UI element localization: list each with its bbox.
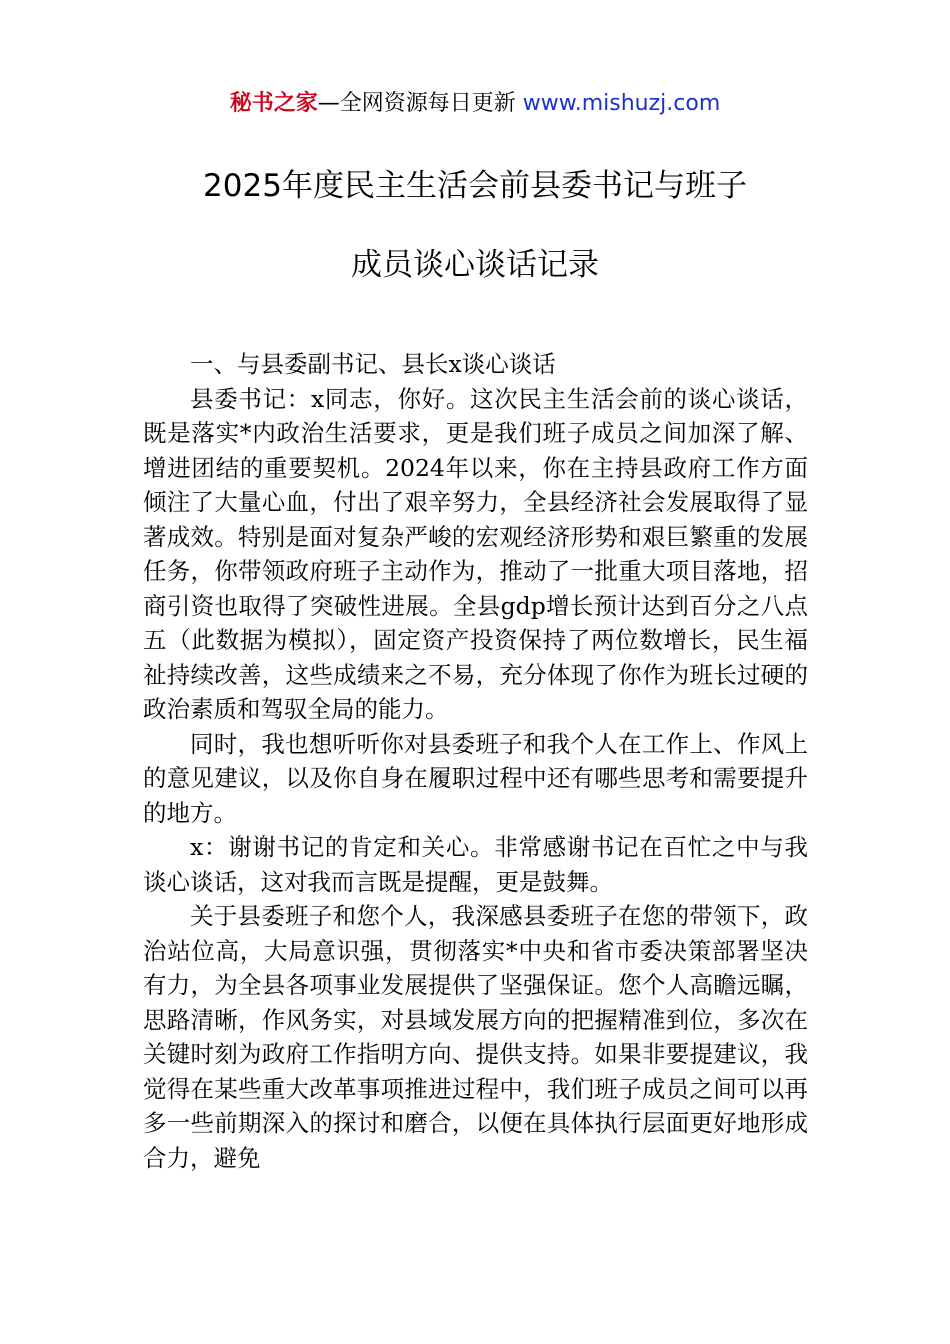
body-paragraph: 同时，我也想听听你对县委班子和我个人在工作上、作风上的意见建议，以及你自身在履职过程中还有哪些思考和需要提升的地方。 — [143, 729, 808, 827]
site-tagline: —全网资源每日更新 — [317, 91, 523, 116]
site-url-link[interactable]: www.mishuzj.com — [522, 91, 721, 116]
body-paragraph: 县委书记：x同志，你好。这次民主生活会前的谈心谈话，既是落实*内政治生活要求，更是我们班子成员之间加深了解、增进团结的重要契机。2024年以来，你在主持县政府工作方面倾注了大量心血，付出了艰辛努力，全县经济社会发展取得了显著成效。特别是面对复杂严峻的宏观经济形势和艰巨繁重的发展任务，你带领政府班子主动作为，推动了一批重大项目落地，招商引资也取得了突破性进展。全县gdp增长预计达到百分之八点五（此数据为模拟），固定资产投资保持了两位数增长，民生福祉持续改善，这些成绩来之不易，充分体现了你作为班长过硬的政治素质和驾驭全局的能力。 — [143, 384, 808, 723]
site-brand: 秘书之家 — [229, 91, 318, 116]
section-heading: 一、与县委副书记、县长x谈心谈话 — [190, 350, 556, 378]
site-header — [0, 86, 950, 122]
body-paragraph: x：谢谢书记的肯定和关心。非常感谢书记在百忙之中与我谈心谈话，这对我而言既是提醒，更是鼓舞。 — [143, 833, 808, 896]
body-paragraph: 关于县委班子和您个人，我深感县委班子在您的带领下，政治站位高，大局意识强，贯彻落实*中央和省市委决策部署坚决有力，为全县各项事业发展提供了坚强保证。您个人高瞻远瞩，思路清晰，作风务实，对县域发展方向的把握精准到位，多次在关键时刻为政府工作指明方向、提供支持。如果非要提建议，我觉得在某些重大改革事项推进过程中，我们班子成员之间可以再多一些前期深入的探讨和磨合，以便在具体执行层面更好地形成合力，避免 — [143, 902, 808, 1172]
document-body — [143, 347, 808, 1175]
document-title — [110, 160, 840, 291]
document-title-line-1: 2025年度民主生活会前县委书记与班子 — [203, 168, 747, 204]
document-title-line-2: 成员谈心谈话记录 — [351, 247, 599, 283]
